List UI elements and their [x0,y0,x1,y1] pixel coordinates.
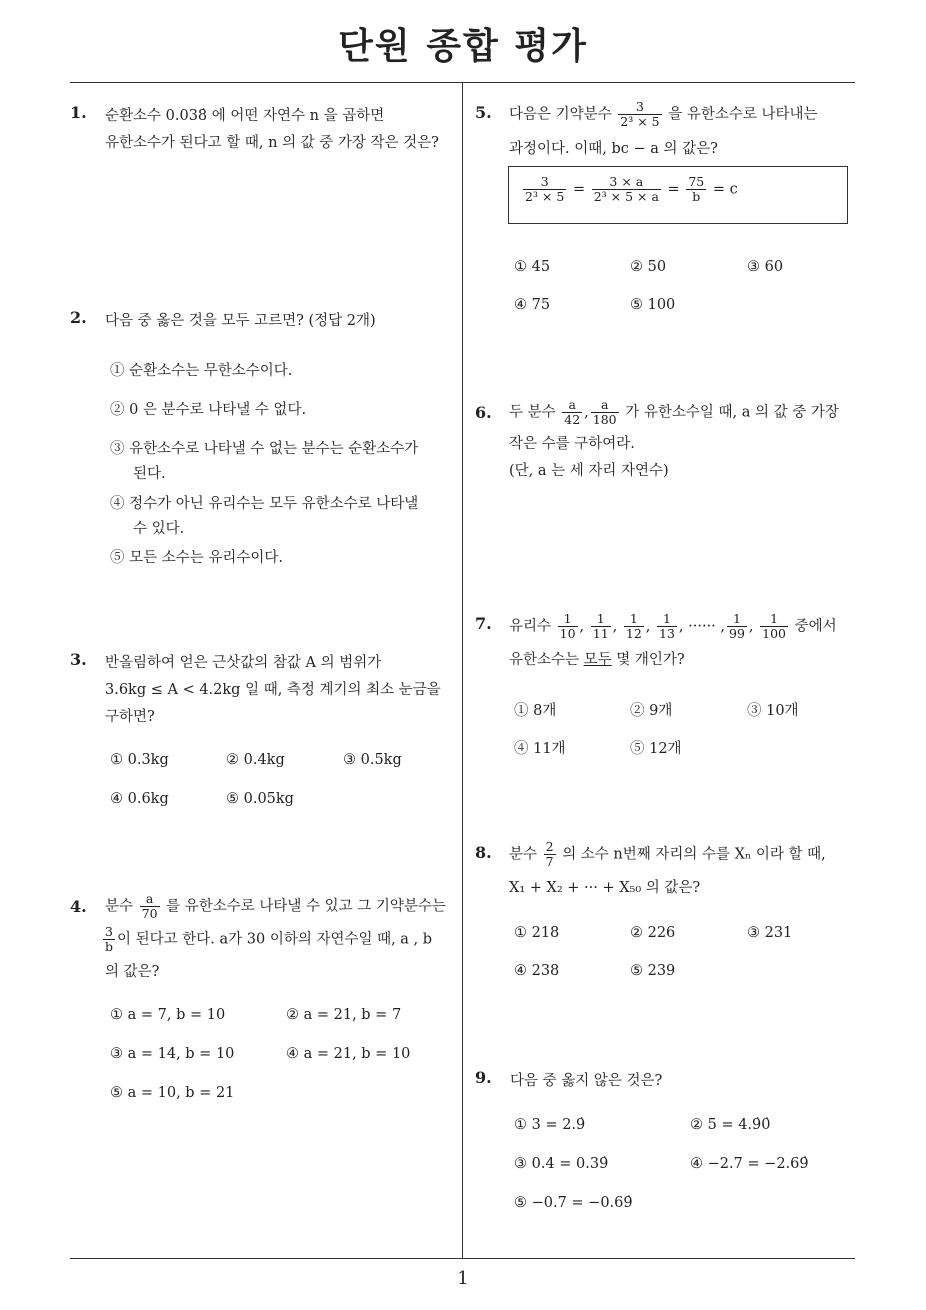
fraction: $\frac{a}{70}$ [141,891,158,921]
choice-5[interactable]: ⑤ 12개 [630,741,682,757]
fraction: $\frac{1}{100}$ [762,611,786,641]
question-text: 구하면? [105,709,155,725]
equation-tail: = c [712,181,738,198]
choice-3[interactable]: ③ 0.5kg [343,752,402,768]
question-text: 의 값은? [105,964,160,980]
fraction: $\frac{1}{99}$ [729,611,745,641]
question-text [509,840,826,869]
fraction: $\frac{3 \times a}{\text{2³ × 5 × a}}$ [593,174,659,204]
choice-4[interactable]: ④ 11개 [514,741,566,757]
fraction: $\frac{75}{b}$ [688,174,705,204]
fraction: $\frac{1}{11}$ [592,611,609,641]
question-text: 의 소수 n번째 자리의 수를 Xₙ 이라 할 때, [562,846,826,863]
choice-3[interactable]: ③ 10개 [747,703,799,719]
column-divider [462,83,463,1258]
question-text [509,100,818,129]
fraction: $\frac{2}{7}$ [545,839,554,869]
question-text: 을 유한소수로 나타내는 [668,106,818,123]
fraction: $\frac{1}{13}$ [659,611,675,641]
choice-1[interactable]: ① 0.3kg [110,752,169,768]
bottom-rule [70,1258,855,1259]
choice-4[interactable]: ④ 238 [514,963,560,979]
choice-1[interactable]: ① a = 7, b = 10 [110,1007,226,1023]
question-text: 분수 [509,846,538,863]
question-text: X₁ + X₂ + ··· + X₅₀ 의 값은? [509,880,701,896]
question-text: 유한소수가 된다고 할 때, n 의 값 중 가장 작은 것은? [105,135,439,151]
choice-3[interactable]: ③ 231 [747,925,793,941]
choice-3[interactable]: ③ 유한소수로 나타낼 수 없는 분수는 순환소수가 [110,441,419,457]
page-title: 단원 종합 평가 [338,26,588,67]
question-number: 7. [475,614,492,633]
choice-4-cont: 수 있다. [133,521,185,537]
choice-5[interactable]: ⑤ 100 [630,297,676,313]
choice-2[interactable]: ② 0.4kg [226,752,285,768]
choice-2[interactable]: ② 226 [630,925,676,941]
question-text: 과정이다. 이때, bc − a 의 값은? [509,141,718,157]
choice-4[interactable]: ④ −2.7 = −2.69̇ [690,1156,809,1172]
equals-sign: = [667,181,680,198]
choice-2[interactable]: ② 5 = 4.9̇0̇ [690,1117,771,1133]
choice-5[interactable]: ⑤ −0.7 = −0.69̇ [514,1195,633,1211]
question-text: 이 된다고 한다. a가 30 이하의 자연수일 때, a , b [117,931,433,948]
question-number: 6. [475,403,492,422]
choice-3[interactable]: ③ a = 14, b = 10 [110,1046,235,1062]
choice-2[interactable]: ② 0 은 분수로 나타낼 수 없다. [110,402,307,418]
fraction: $\frac{1}{12}$ [625,611,642,641]
question-text: 작은 수를 구하여라. [509,436,635,452]
question-text [509,648,685,669]
choice-2[interactable]: ② 50 [630,259,667,275]
choice-1[interactable]: ① 45 [514,259,551,275]
choice-1[interactable]: ① 순환소수는 무한소수이다. [110,363,293,379]
choice-4[interactable]: ④ 0.6kg [110,791,169,807]
question-text: 유리수 $\frac{1}{10}$ , $\frac{1}{11}$ , $\frac{1}{12}$ , $\frac{1}{13}$ , ······ , $\frac{1}{99}$ , $\frac{1}{100}$ 중에서 [509,611,837,641]
choice-3[interactable]: ③ 0.4 = 0.39̇ [514,1156,609,1172]
choice-3[interactable]: ③ 60 [747,259,784,275]
question-number: 4. [70,897,87,916]
choice-2[interactable]: ② a = 21, b = 7 [286,1007,402,1023]
question-text: 몇 개인가? [611,652,685,668]
choice-5[interactable]: ⑤ 239 [630,963,676,979]
question-text: 3.6kg ≤ A < 4.2kg 일 때, 측정 계기의 최소 눈금을 [105,682,441,698]
equals-sign: = [572,181,586,198]
question-text: 다음 중 옳지 않은 것은? [510,1073,663,1089]
fraction: $\frac{a}{180}$ [592,397,617,427]
question-text: 두 분수 $\frac{a}{42}$ , $\frac{a}{180}$ 가 유한소수일 때, a 의 값 중 가장 [509,397,839,427]
question-text: 순환소수 0.038̇ 에 어떤 자연수 n 을 곱하면 [105,108,385,124]
choice-5[interactable]: ⑤ a = 10, b = 21 [110,1085,235,1101]
question-text: 를 유한소수로 나타낼 수 있고 그 기약분수는 [166,898,446,915]
equation-box [508,166,848,224]
choice-3-cont: 된다. [133,466,166,482]
choice-5[interactable]: ⑤ 0.05kg [226,791,294,807]
question-number: 1. [70,103,87,122]
ellipsis: ······ [688,618,716,635]
question-number: 8. [475,843,492,862]
question-text: 유리수 [509,618,552,635]
fraction: $\frac{3}{\text{2³ × 5}}$ [620,99,660,129]
question-text: 반올림하여 얻은 근삿값의 참값 A 의 범위가 [105,655,382,671]
question-number: 9. [475,1068,492,1087]
question-text: 분수 [105,898,134,915]
fraction: $\frac{3}{b}$ [105,924,114,954]
emphasis-text: 모두 [583,652,612,668]
page-number: 1 [457,1268,469,1289]
question-text [105,892,446,921]
fraction: $\frac{1}{10}$ [559,611,576,641]
choice-1[interactable]: ① 218 [514,925,560,941]
choice-4[interactable]: ④ a = 21, b = 10 [286,1046,411,1062]
choice-4[interactable]: ④ 정수가 아닌 유리수는 모두 유한소수로 나타낼 [110,496,419,512]
choice-1[interactable]: ① 3 = 2.9̇ [514,1117,586,1133]
question-number: 3. [70,650,87,669]
choice-5[interactable]: ⑤ 모든 소수는 유리수이다. [110,550,284,566]
question-text: (단, a 는 세 자리 자연수) [509,463,669,479]
fraction: $\frac{a}{42}$ [564,397,581,427]
question-number: 5. [475,103,492,122]
question-text: 다음 중 옳은 것을 모두 고르면? (정답 2개) [105,313,376,329]
choice-1[interactable]: ① 8개 [514,703,557,719]
choice-2[interactable]: ② 9개 [630,703,673,719]
question-text: 유한소수는 [509,652,584,668]
question-text: 두 분수 [509,404,556,421]
question-text: 다음은 기약분수 [509,106,612,123]
question-number: 2. [70,308,87,327]
question-text: 중에서 [794,618,837,635]
fraction: $\frac{3}{\text{2³ × 5}}$ [525,174,565,204]
question-text: 가 유한소수일 때, a 의 값 중 가장 [625,404,839,421]
question-text [103,925,432,954]
choice-4[interactable]: ④ 75 [514,297,551,313]
